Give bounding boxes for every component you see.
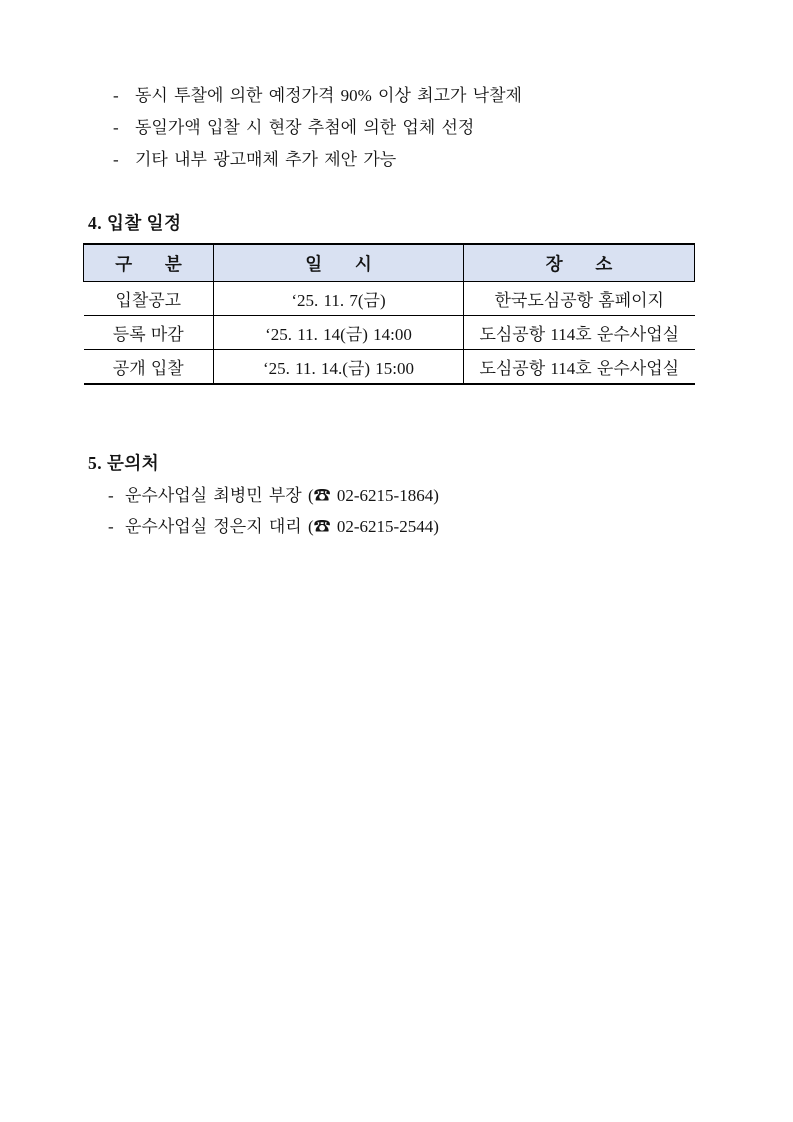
- table-cell: 도심공항 114호 운수사업실: [464, 316, 695, 350]
- dash-bullet: -: [113, 86, 119, 105]
- condition-bullet-list: [113, 80, 713, 176]
- table-header-row: [84, 244, 695, 282]
- contact-text: 운수사업실 최병민 부장 (☎ 02-6215-1864): [125, 486, 439, 505]
- table-row: [84, 316, 695, 350]
- section-title-bid-schedule: 4. 입찰 일정: [88, 213, 182, 233]
- list-item: [108, 480, 608, 511]
- dash-bullet: -: [108, 517, 114, 536]
- list-item: [113, 112, 713, 144]
- table-cell: 입찰공고: [115, 291, 182, 310]
- bullet-text: 동일가액 입찰 시 현장 추첨에 의한 업체 선정: [135, 118, 475, 137]
- table-cell: 공개 입찰: [84, 350, 214, 385]
- column-header-datetime: 일 시: [214, 244, 464, 282]
- bullet-text: 기타 내부 광고매체 추가 제안 가능: [135, 150, 397, 169]
- table-cell: 한국도심공항 홈페이지: [464, 282, 695, 316]
- dash-bullet: -: [108, 486, 114, 505]
- contact-list: [108, 480, 608, 542]
- table-row: [84, 350, 695, 385]
- dash-bullet: -: [113, 150, 119, 169]
- bid-schedule-table: [83, 243, 695, 385]
- table-cell: ‘25. 11. 7(금): [214, 282, 464, 316]
- column-header-category: 구 분: [84, 244, 214, 282]
- dash-bullet: -: [113, 118, 119, 137]
- section-title-contact: 5. 문의처: [88, 453, 160, 473]
- bullet-text: 동시 투찰에 의한 예정가격 90% 이상 최고가 낙찰제: [135, 86, 522, 105]
- list-item: [113, 144, 713, 176]
- table-row: [84, 282, 695, 316]
- contact-text: 운수사업실 정은지 대리 (☎ 02-6215-2544): [125, 517, 439, 536]
- list-item: [113, 80, 713, 112]
- column-header-place: 장 소: [464, 244, 695, 282]
- table-cell: ‘25. 11. 14(금) 14:00: [214, 316, 464, 350]
- list-item: [108, 511, 608, 542]
- table-cell: 도심공항 114호 운수사업실: [464, 350, 695, 385]
- table-cell: 등록 마감: [84, 316, 214, 350]
- table-cell: ‘25. 11. 14.(금) 15:00: [214, 350, 464, 385]
